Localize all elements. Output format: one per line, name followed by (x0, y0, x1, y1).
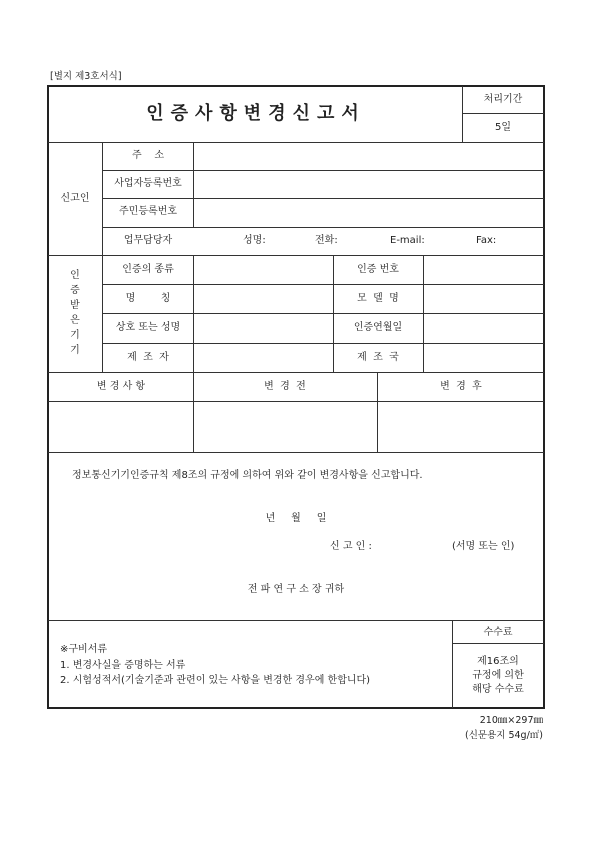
divider (452, 620, 453, 708)
recipient-line: 전 파 연 구 소 장 귀하 (247, 584, 345, 595)
model-name-field[interactable] (424, 285, 543, 312)
fee-detail-line: 규정에 의한 (472, 670, 524, 681)
divider (102, 227, 544, 228)
required-documents-heading: ※구비서류 (60, 644, 108, 655)
processing-period-label: 처리기간 (483, 94, 523, 105)
product-name-label: 명 칭 (125, 293, 171, 304)
contact-email-label: E-mail: (390, 235, 425, 246)
divider (462, 86, 463, 142)
certification-date-field[interactable] (424, 314, 543, 342)
change-item-header: 변 경 사 항 (96, 381, 146, 392)
device-group-label-char: 기 (70, 345, 80, 356)
device-group-label-char: 증 (70, 285, 80, 296)
declaration-statement: 정보통신기기인증규칙 제8조의 규정에 의하여 위와 같이 변경사항을 신고합니다. (72, 470, 423, 481)
after-change-header: 변 경 후 (440, 381, 482, 392)
reporter-group-label: 신고인 (60, 193, 90, 204)
divider (48, 452, 544, 453)
before-change-header: 변 경 전 (264, 381, 306, 392)
device-group-label-char: 기 (70, 330, 80, 341)
fee-detail-line: 제16조의 (477, 656, 519, 667)
manufacturer-label: 제 조 자 (127, 352, 169, 363)
before-change-field[interactable] (194, 402, 376, 451)
device-group-label-char: 인 (70, 270, 80, 281)
company-name-field[interactable] (194, 314, 332, 342)
processing-period-value: 5일 (494, 122, 512, 133)
paper-type-note: (신문용지 54g/㎡) (465, 730, 543, 741)
paper-size-note: 210㎜×297㎜ (479, 715, 543, 726)
signature-or-seal-note: (서명 또는 인) (452, 541, 515, 552)
resident-registration-field[interactable] (194, 199, 543, 226)
after-change-field[interactable] (378, 402, 543, 451)
form-number-tag: [별지 제3호서식] (50, 71, 122, 82)
reporter-signature-label: 신 고 인 : (330, 541, 372, 552)
fee-detail-line: 해당 수수료 (472, 684, 524, 695)
device-group-label-char: 받 (70, 300, 80, 311)
country-of-manufacture-label: 제 조 국 (357, 352, 399, 363)
fee-label: 수수료 (483, 627, 513, 638)
certification-type-field[interactable] (194, 256, 332, 283)
company-name-label: 상호 또는 성명 (115, 322, 181, 333)
model-name-label: 모 델 명 (357, 293, 399, 304)
address-field[interactable] (194, 143, 543, 169)
business-registration-label: 사업자등록번호 (114, 178, 182, 189)
required-document-item: 2. 시험성적서(기술기준과 관련이 있는 사항을 변경한 경우에 한합니다) (60, 675, 371, 686)
manufacturer-field[interactable] (194, 344, 332, 371)
date-line: 년 월 일 (265, 513, 327, 524)
staff-in-charge-label: 업무담당자 (123, 235, 173, 246)
address-label: 주 소 (131, 150, 165, 161)
divider (452, 643, 544, 644)
divider (48, 372, 544, 373)
business-registration-field[interactable] (194, 171, 543, 197)
contact-fax-label: Fax: (476, 235, 497, 246)
change-item-field[interactable] (49, 402, 192, 451)
certification-number-label: 인증 번호 (357, 264, 399, 275)
contact-phone-label: 전화: (315, 235, 338, 246)
certification-type-label: 인증의 종류 (122, 264, 174, 275)
form-title: 인증사항변경신고서 (146, 103, 366, 124)
divider (462, 113, 544, 114)
required-document-item: 1. 변경사실을 증명하는 서류 (60, 660, 186, 671)
certification-number-field[interactable] (424, 256, 543, 283)
product-name-field[interactable] (194, 285, 332, 312)
resident-registration-label: 주민등록번호 (119, 206, 177, 217)
divider (48, 620, 544, 621)
country-field[interactable] (424, 344, 543, 371)
device-group-label-char: 은 (70, 315, 80, 326)
certification-date-label: 인증연월일 (353, 322, 403, 333)
contact-name-label: 성명: (243, 235, 266, 246)
